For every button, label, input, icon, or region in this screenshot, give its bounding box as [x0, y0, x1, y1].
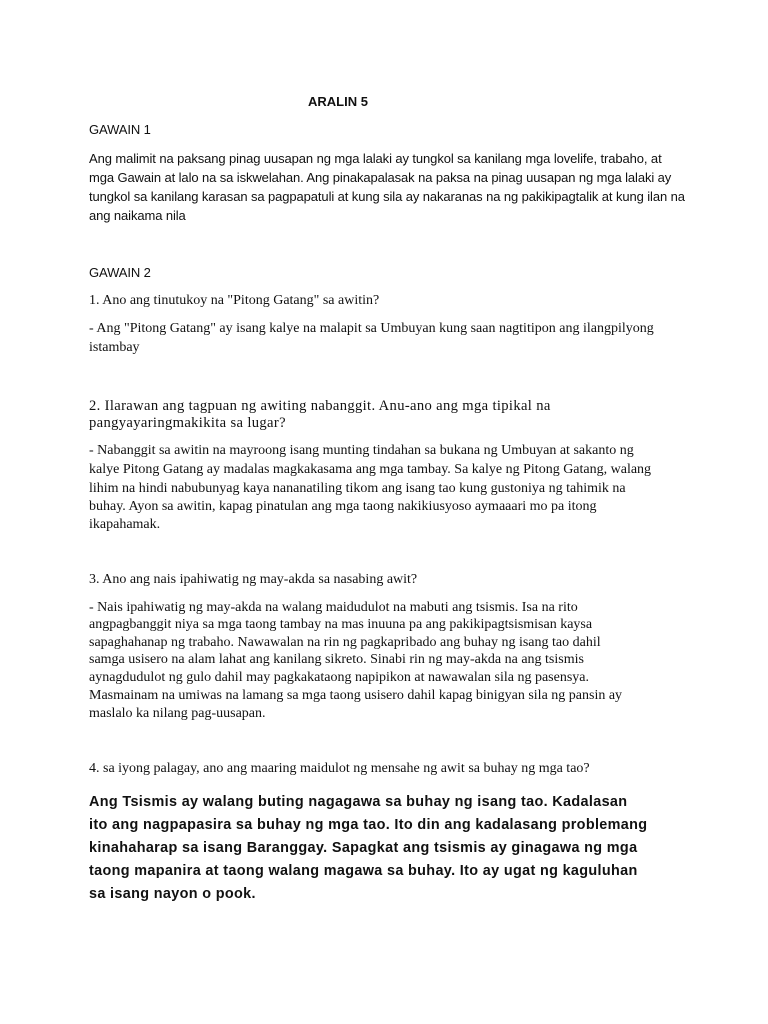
gawain1-line: mga Gawain at lalo na sa iskwelahan. Ang pinakapalasak na paksa na pinag uusapan ng mga lalaki ay	[89, 170, 672, 185]
question-4: 4. sa iyong palagay, ano ang maaring maidulot ng mensahe ng awit sa buhay ng mga tao?	[89, 761, 590, 776]
answer-3-line: sapaghahanap ng trabaho. Nawawalan na rin ng pagkapribado ang buhay ng isang tao dahil	[89, 635, 601, 650]
gawain1-line: tungkol sa kanilang karasan sa pagpapatuli at kung sila ay nakaranas na ng pakikipagtalik at kung ilan na	[89, 189, 685, 204]
question-3: 3. Ano ang nais ipahiwatig ng may-akda sa nasabing awit?	[89, 572, 418, 587]
answer-2-line: lihim na hindi nabubunyag kaya nananatiling tikom ang isang tao kung gustoniya ng tahimik na	[89, 481, 626, 496]
question-2-line: pangyayaringmakikita sa lugar?	[89, 415, 286, 431]
answer-3-line: maslalo ka nilang pag-uusapan.	[89, 706, 266, 721]
gawain1-line: Ang malimit na paksang pinag uusapan ng mga lalaki ay tungkol sa kanilang mga lovelife, trabaho, at	[89, 151, 662, 166]
answer-4-line: ito ang nagpapasira sa buhay ng mga tao. Ito din ang kadalasang problemang	[89, 817, 648, 833]
answer-3-line: Masmainam na umiwas na lamang sa mga taong usisero dahil kapag binigyan sila ng pansin ay	[89, 688, 623, 703]
gawain1-line: ang naikama nila	[89, 208, 186, 223]
answer-3-line: - Nais ipahiwatig ng may-akda na walang maidudulot na mabuti ang tsismis. Isa na rito	[89, 600, 578, 615]
answer-1-line: - Ang "Pitong Gatang" ay isang kalye na malapit sa Umbuyan kung saan nagtitipon ang ilangpilyong	[89, 321, 654, 336]
answer-3-line: samga usisero na alam lahat ang kanilang sikreto. Sinabi rin ng may-akda na ang tsismis	[89, 652, 584, 667]
answer-4-line: Ang Tsismis ay walang buting nagagawa sa buhay ng isang tao. Kadalasan	[89, 794, 628, 810]
question-1: 1. Ano ang tinutukoy na "Pitong Gatang" sa awitin?	[89, 293, 380, 308]
answer-4-line: taong mapanira at taong walang magawa sa buhay. Ito ay ugat ng kaguluhan	[89, 863, 638, 879]
question-2-line: 2. Ilarawan ang tagpuan ng awiting nabanggit. Anu-ano ang mga tipikal na	[89, 398, 551, 414]
answer-4-line: kinahaharap sa isang Baranggay. Sapagkat ang tsismis ay ginagawa ng mga	[89, 840, 638, 856]
answer-1-line: istambay	[89, 340, 140, 355]
answer-2-line: ikapahamak.	[89, 517, 161, 532]
answer-2-line: kalye Pitong Gatang ay madalas magkakasama ang mga tambay. Sa kalye ng Pitong Gatang, walang	[89, 462, 652, 477]
answer-2-line: - Nabanggit sa awitin na mayroong isang munting tindahan sa bukana ng Umbuyan at sakanto ng	[89, 443, 634, 458]
answer-3-line: angpagbanggit niya sa mga taong tambay na mas inuuna pa ang pakikipagtsismisan kaysa	[89, 617, 593, 632]
answer-4-line: sa isang nayon o pook.	[89, 886, 256, 902]
page-title: ARALIN 5	[308, 94, 368, 109]
answer-2-line: buhay. Ayon sa awitin, kapag pinatulan ang mga taong nakikiusyoso aymaaari mo pa itong	[89, 499, 597, 514]
gawain2-heading: GAWAIN 2	[89, 265, 151, 280]
answer-3-line: aynagdudulot ng gulo dahil may pagkakataong napipikon at nawawalan sila ng pasensya.	[89, 670, 589, 685]
gawain1-heading: GAWAIN 1	[89, 122, 151, 137]
